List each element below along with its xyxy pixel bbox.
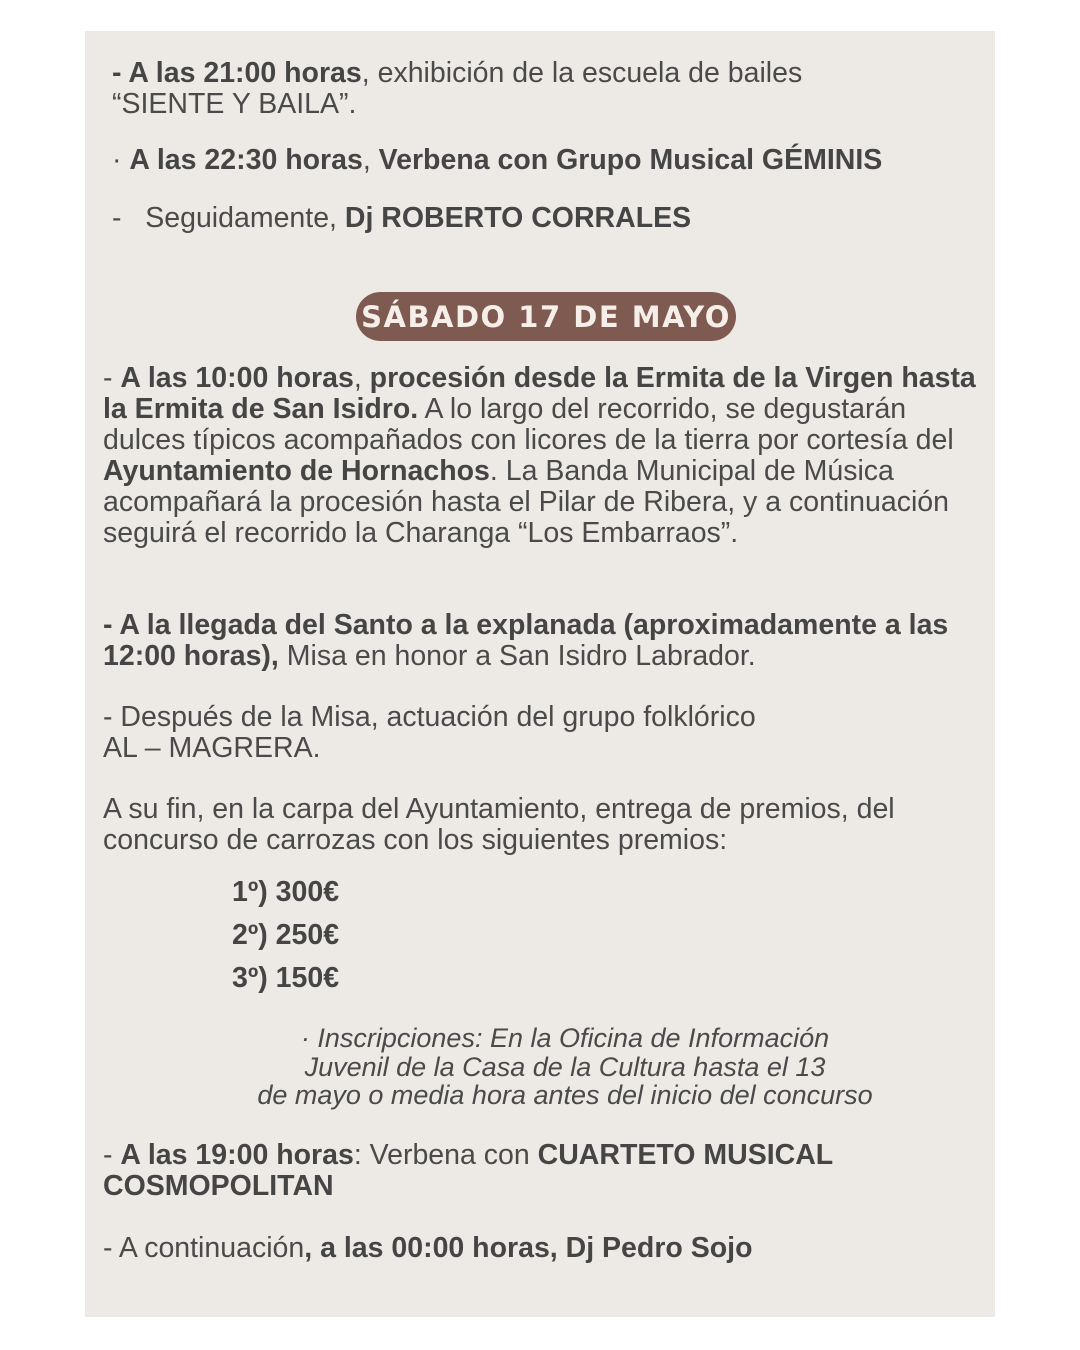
band-name: CUARTETO MUSICAL COSMOPOLITAN	[103, 1139, 833, 1202]
event-description: , exhibición de la escuela de bailes	[361, 57, 803, 89]
event-dance-exhibition	[112, 58, 802, 120]
folk-line2: AL – MAGRERA.	[103, 732, 321, 764]
prize-second: 2º) 250€	[232, 919, 340, 951]
event-time: A las 22:30 horas	[129, 144, 363, 176]
day-badge: SÁBADO 17 DE MAYO	[356, 292, 736, 341]
prize-third: 3º) 150€	[232, 962, 340, 994]
event-time: A las 19:00 horas	[120, 1139, 354, 1171]
event-folk-group	[103, 702, 756, 764]
town-hall-name: Ayuntamiento de Hornachos	[103, 455, 490, 487]
event-description: Dj ROBERTO CORRALES	[344, 202, 692, 234]
event-verbena-geminis	[112, 145, 882, 176]
procession-description: A lo largo del recorrido, se degustarán dulces típicos acompañados con licores de la tierra por cortesía del	[103, 393, 954, 456]
event-dj-pedro	[103, 1233, 752, 1264]
awards-intro: A su fin, en la carpa del Ayuntamiento, entrega de premios, del concurso de carrozas con los siguientes premios:	[103, 793, 895, 856]
folk-line1: - Después de la Misa, actuación del grupo folklórico	[103, 701, 756, 733]
event-description-line2: “SIENTE Y BAILA”.	[112, 88, 357, 120]
event-dj-roberto	[112, 203, 691, 234]
bullet-dot: ·	[112, 144, 130, 176]
event-separator: ,	[362, 144, 379, 176]
registration-line1: · Inscripciones: En la Oficina de Información	[300, 1023, 830, 1053]
event-description: Verbena con Grupo Musical GÉMINIS	[378, 144, 883, 176]
prize-first: 1º) 300€	[232, 876, 340, 908]
event-description: , a las 00:00 horas, Dj Pedro Sojo	[304, 1232, 753, 1264]
event-separator: ,	[353, 362, 370, 394]
event-prefix: -	[103, 1139, 121, 1171]
event-verbena-cosmopolitan	[103, 1140, 983, 1202]
registration-line3: de mayo o media hora antes del inicio del concurso	[257, 1080, 873, 1110]
event-procession	[103, 363, 983, 549]
procession-description-end: . La Banda Municipal de Música acompañará la procesión hasta el Pilar de Ribera, y a continuación seguirá el recorrido la Charanga “Los Embarraos”.	[103, 455, 949, 549]
procession-route: procesión desde la Ermita de la Virgen hasta la Ermita de San Isidro.	[103, 362, 976, 425]
event-prefix: -	[103, 362, 121, 394]
event-time: A las 21:00 horas	[128, 57, 362, 89]
event-prefix: - Seguidamente,	[112, 202, 345, 234]
registration-note	[200, 1024, 930, 1110]
mass-time: - A la llegada del Santo a la explanada (aproximadamente a las 12:00 horas),	[103, 609, 949, 672]
event-mass	[103, 610, 983, 672]
event-description: : Verbena con	[353, 1139, 538, 1171]
event-prefix: -	[112, 57, 129, 89]
event-time: A las 10:00 horas	[120, 362, 354, 394]
mass-description: Misa en honor a San Isidro Labrador.	[278, 640, 756, 672]
event-prefix: - A continuación	[103, 1232, 305, 1264]
registration-line2: Juvenil de la Casa de la Cultura hasta el 13	[304, 1051, 826, 1082]
